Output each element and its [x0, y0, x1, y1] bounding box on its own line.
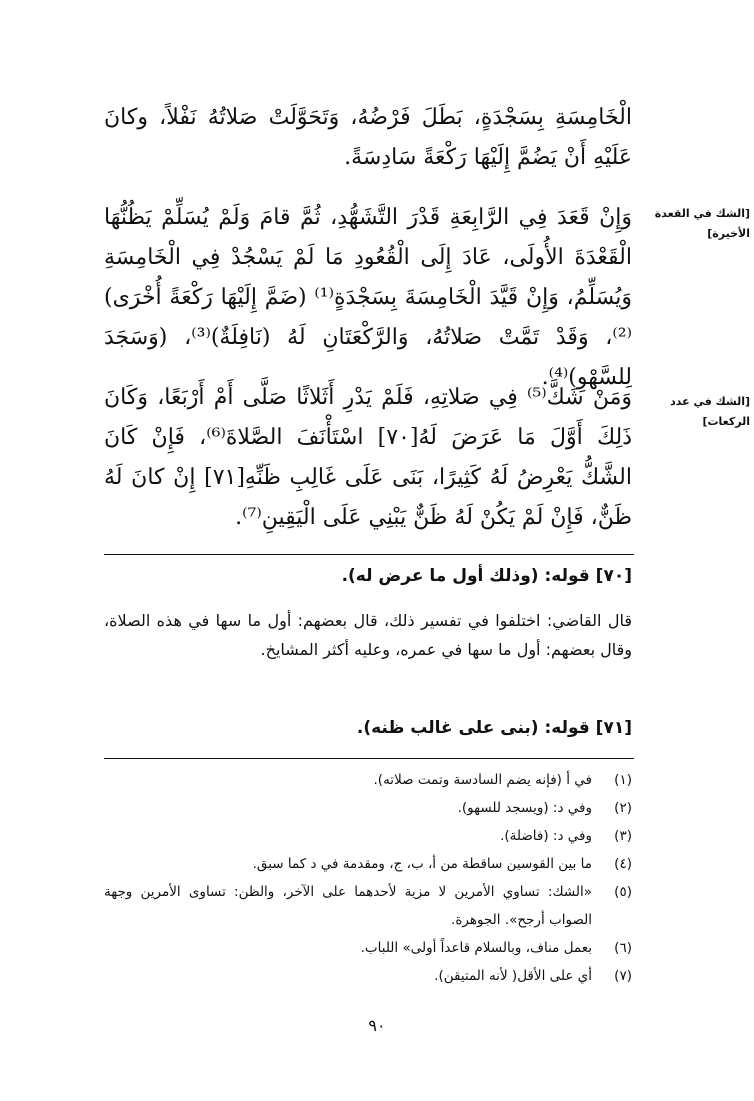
commentary-heading-71: [٧١] قوله: (بنى على غالب ظنه).	[356, 718, 632, 738]
paragraph-text: وَمَنْ شَكَّ⁽⁵⁾ فِي صَلاتِهِ، فَلَمْ يَدْرِ أَثَلاثًا صَلَّى أَمْ أَرْبَعًا، وَكَانَ ذَلِكَ أَوَّلَ مَا عَرَضَ لَهُ[٧٠] اسْتَأْنَفَ الصَّلاةَ⁽⁶⁾، فَإِنْ كَانَ الشَّكُّ يَعْرِضُ لَهُ كَثِيرًا، بَنَى عَلَى غَالِبِ ظَنِّهِ[٧١] إِنْ كانَ لَهُ ظَنٌّ، فَإِنْ لَمْ يَكُنْ لَهُ ظَنٌّ يَبْنِي عَلَى الْيَقِينِ⁽⁷⁾.	[104, 385, 633, 530]
footnote-text: وفي د: (فاضلة).	[500, 828, 592, 844]
paragraph-text: الْخَامِسَةِ بِسَجْدَةٍ، بَطَلَ فَرْضُهُ، وَتَحَوَّلَتْ صَلاتُهُ نَفْلاً، وكانَ عَلَيْهِ أَنْ يَضُمَّ إِلَيْهَا رَكْعَةً سَادِسَةً.	[104, 105, 632, 170]
commentary-divider	[104, 554, 634, 555]
footnote-number: (٤)	[614, 856, 632, 872]
footnote-text: بعمل مناف، وبالسلام قاعداً أولى» اللباب.	[360, 940, 592, 956]
commentary-heading-70: [٧٠] قوله: (وذلك أول ما عرض له).	[341, 566, 632, 586]
footnote-item	[104, 850, 632, 878]
paragraph-text: وَإِنْ قَعَدَ فِي الرَّابِعَةِ قَدْرَ التَّشَهُّدِ، ثُمَّ قامَ وَلَمْ يُسَلِّمْ يَظُنُّهَا الْقَعْدَةَ الأُولَى، عَادَ إِلَى الْقُعُودِ مَا لَمْ يَسْجُدْ فِي الْخَامِسَةِ وَيُسَلِّمُ، وَإِنْ قَيَّدَ الْخَامِسَةَ بِسَجْدَةٍ⁽¹⁾ (ضَمَّ إِلَيْهَا رَكْعَةً أُخْرَى)⁽²⁾، وَقَدْ تَمَّتْ صَلاتُهُ، وَالرَّكْعَتَانِ لَهُ (نَافِلَةٌ)⁽³⁾، (وَسَجَدَ لِلسَّهْوِ)⁽⁴⁾.	[104, 205, 633, 390]
footnote-item	[104, 962, 632, 990]
footnote-text: أي على الأقل( لأنه المتيقن).	[434, 968, 592, 984]
footnote-number: (٥)	[614, 884, 632, 900]
footnote-text: في أ (فإنه يضم السادسة وتمت صلاته).	[373, 772, 592, 788]
commentary-text-70: قال القاضي: اختلفوا في تفسير ذلك، قال بعضهم: أول ما سها في هذه الصلاة، وقال بعضهم: أول ما سها في عمره، وعليه أكثر المشايخ.	[104, 611, 632, 659]
footnote-number: (٦)	[614, 940, 632, 956]
footnotes-divider	[104, 758, 634, 759]
footnote-number: (١)	[614, 772, 632, 788]
marginal-heading-2: [الشك في عدد الركعات]	[670, 395, 750, 428]
main-text-paragraph-2	[104, 198, 632, 398]
footnote-number: (٣)	[614, 828, 632, 844]
footnote-item	[104, 878, 632, 934]
main-text-paragraph-3	[104, 378, 632, 538]
footnote-number: (٧)	[614, 968, 632, 984]
footnote-number: (٢)	[614, 800, 632, 816]
main-text-paragraph-1	[104, 98, 632, 178]
footnote-text: وفي د: (ويسجد للسهو).	[457, 800, 592, 816]
footnote-item	[104, 794, 632, 822]
page-number: ٩٠	[368, 1016, 386, 1035]
footnote-item	[104, 766, 632, 794]
footnotes-list	[104, 766, 632, 990]
footnote-item	[104, 822, 632, 850]
footnote-text: ما بين القوسين ساقطة من أ، ب، ج، ومقدمة في د كما سبق.	[252, 856, 592, 872]
marginal-heading-1: [الشك في القعدة الأخيرة]	[654, 207, 750, 240]
footnote-text: «الشك: تساوي الأمرين لا مزية لأحدهما على الآخر، والظن: تساوى الأمرين وجهة الصواب أرجح». الجوهرة.	[104, 884, 592, 928]
footnote-item	[104, 934, 632, 962]
